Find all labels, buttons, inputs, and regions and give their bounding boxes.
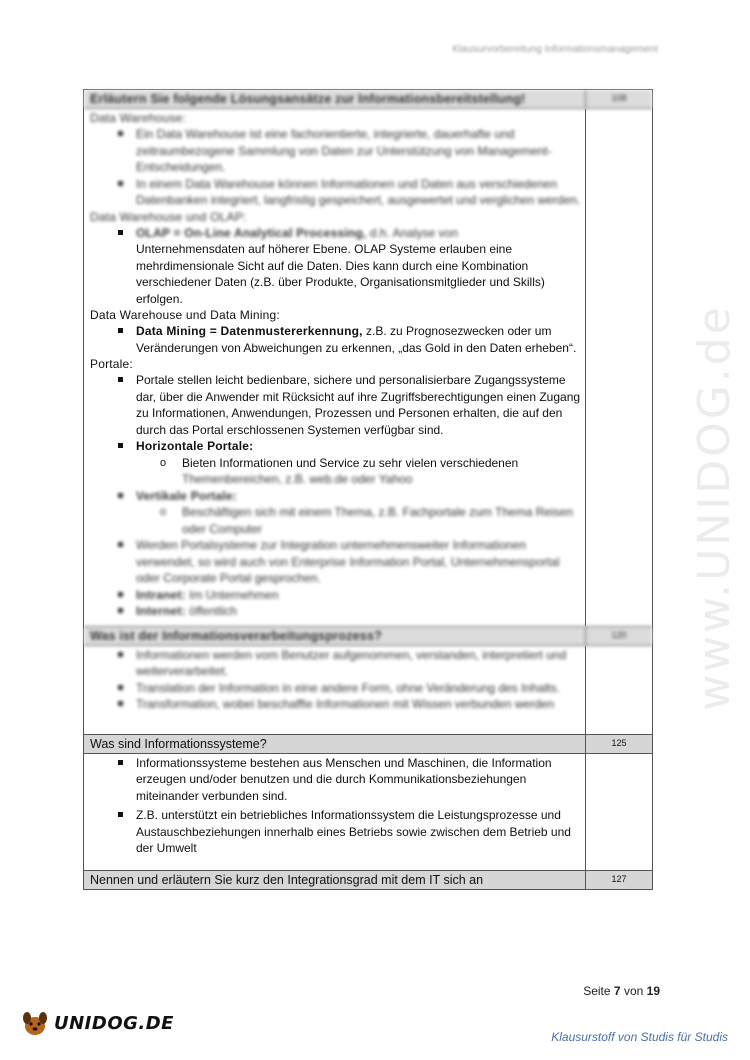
page-current: 7 [613, 984, 621, 998]
list-item: In einem Data Warehouse können Informationen und Daten aus verschiedenen Datenbanken integriert, langfristig gespeichert, ausgewertet und verglichen werden. [90, 176, 581, 209]
answer-content [84, 646, 585, 734]
term-horizontal: Horizontale Portale: [136, 439, 254, 453]
watermark [688, 282, 740, 732]
term-intranet: Intranet: [136, 587, 186, 602]
horizontal-sub-text: Bieten Informationen und Service zu sehr vielen verschiedenen [182, 455, 519, 470]
section-heading: Data Warehouse: [90, 111, 186, 125]
page-total: 19 [646, 984, 660, 998]
section-heading: Data Warehouse und Data Mining: [90, 308, 280, 322]
list-item: Werden Portalsysteme zur Integration unternehmensweiter Informationen verwendet, so wird auch von Enterprise Information Portal, Unternehmensportal oder Corporate Portal gesprochen. [90, 537, 581, 587]
question-header [84, 734, 652, 754]
page-prefix: Seite [583, 984, 611, 998]
question-title: Was ist der Informationsverarbeitungsprozess? [90, 628, 382, 643]
question-number: 120 [585, 627, 652, 645]
question-title: Nennen und erläutern Sie kurz den Integrationsgrad mit dem IT sich an [90, 872, 484, 887]
footer-slogan: Klausurstoff von Studis für Studis [551, 1030, 728, 1044]
term-vertikal: Vertikale Portale: [136, 488, 237, 503]
unidog-logo [20, 1008, 174, 1038]
list-item: Transformation, wobei beschaffte Informationen mit Wissen verbunden werden [90, 696, 581, 713]
olap-first-line [136, 226, 458, 240]
document-header-title: Klausurvorbereitung Informationsmanagement [452, 44, 658, 55]
answer-content [84, 109, 585, 626]
list-item: Ein Data Warehouse ist eine fachorientierte, integrierte, dauerhafte und zeitraumbezogene Sammlung von Daten zur Unterstützung von Management-Entscheidungen. [90, 126, 581, 176]
olap-text-blurred: d.h. Analyse von [366, 225, 458, 240]
answer-block [84, 109, 652, 626]
section-heading: Data Warehouse und OLAP: [90, 209, 247, 224]
sub-list-item [136, 455, 581, 488]
list-item: Translation der Information in eine andere Form, ohne Veränderung des Inhalts. [90, 680, 581, 697]
sub-list-item: o Beschäftigen sich mit einem Thema, z.B. Fachportale zum Thema Reisen oder Computer [136, 504, 581, 537]
dog-icon [20, 1008, 50, 1038]
number-column [585, 646, 652, 734]
page-mid: von [623, 984, 644, 998]
list-item: Portale stellen leicht bedienbare, sichere und personalisierbare Zugangssysteme dar, über die Anwender mit Rücksicht auf ihre Zugriffsberechtigungen einen Zugang zu Informationen, Anwendungen, Prozessen und Personen erhalten, die auf den durch das Portal erschlossenen Systemen verfügbar sind. [90, 372, 581, 438]
question-header [84, 870, 652, 889]
watermark-text: www.UNIDOG.de [688, 303, 740, 711]
internet-text: öffentlich [185, 604, 237, 618]
question-title: Erläutern Sie folgende Lösungsansätze zur Informationsbereitstellung! [90, 92, 526, 106]
question-header [84, 626, 652, 646]
horizontal-sub-blurred: Themenbereichen, z.B. web.de oder Yahoo [182, 472, 413, 486]
question-number: 108 [585, 90, 652, 108]
section-heading: Portale: [90, 357, 133, 371]
list-item-vertikal [90, 488, 581, 538]
page-number [583, 984, 660, 998]
blurred-section-portale [90, 488, 581, 620]
data-mining-text: z.B. zu Prognosezwecken oder um Veränderungen von Abweichungen zu erkennen, „das Gold in den Daten erheben“. [136, 324, 577, 355]
list-item-data-mining [90, 323, 581, 356]
list-item: Z.B. unterstützt ein betriebliches Informationssystem die Leistungsprozesse und Austauschbeziehungen innerhalb eines Betriebs sowie zwischen dem Betrieb und der Umwelt [90, 807, 581, 857]
question-number: 127 [585, 871, 652, 889]
question-header [84, 90, 652, 109]
number-column [585, 109, 652, 626]
olap-text: Unternehmensdaten auf höherer Ebene. OLAP Systeme erlauben eine mehrdimensionale Sicht auf die Daten. Dies kann durch eine Kombination verschiedener Daten (z.B. über Produkte, Organisationsmitglieder und Skills) erfolgen. [136, 242, 545, 306]
list-item-intranet [90, 587, 581, 604]
list-item: Informationen werden vom Benutzer aufgenommen, verstanden, interpretiert und weiterverarbeitet. [90, 647, 581, 680]
term-olap: OLAP = On-Line Analytical Processing, [136, 225, 367, 240]
intranet-text: Im Unternehmen [185, 587, 279, 602]
answer-block [84, 646, 652, 734]
question-table [83, 89, 653, 890]
answer-content [84, 754, 585, 870]
logo-text: UNIDOG.DE [54, 1012, 174, 1034]
list-item-olap [90, 225, 581, 308]
question-number: 125 [585, 735, 652, 753]
question-title: Was sind Informationssysteme? [90, 736, 267, 751]
term-data-mining: Data Mining = Datenmustererkennung, [136, 324, 363, 338]
list-item: Informationssysteme bestehen aus Menschen und Maschinen, die Information erzeugen und/oder benutzen und die durch Kommunikationsbeziehungen miteinander verbunden sind. [90, 755, 581, 805]
list-item-internet [90, 603, 581, 620]
number-column [585, 754, 652, 870]
list-item-horizontal [90, 438, 581, 488]
answer-block [84, 754, 652, 870]
blurred-section-data-warehouse [90, 110, 581, 225]
term-internet: Internet: [136, 604, 186, 618]
